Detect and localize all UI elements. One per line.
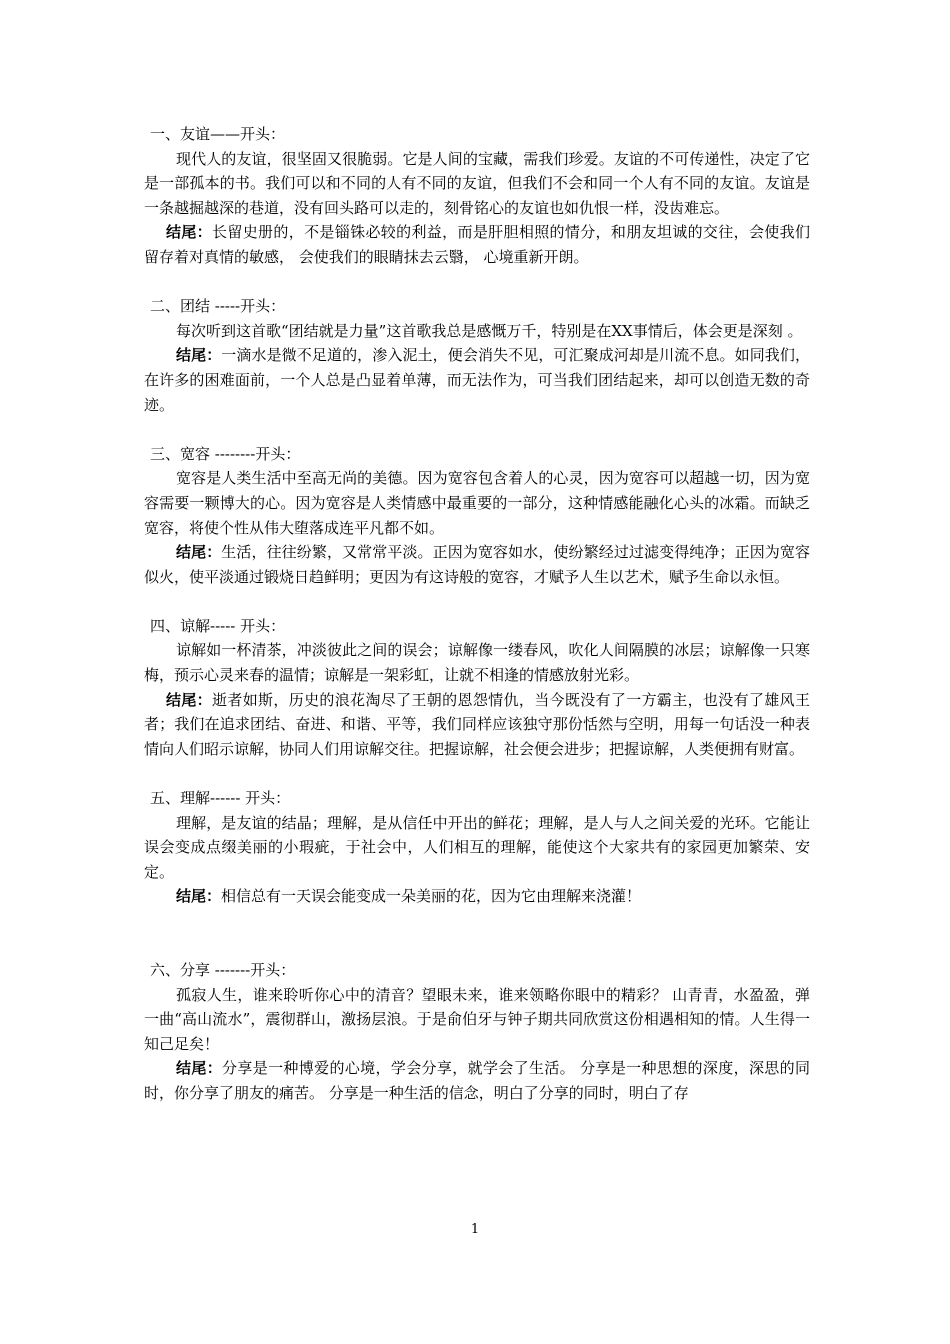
opening-paragraph: 每次听到这首歌“团结就是力量”这首歌我总是感慨万千，特别是在XX事情后，体会更是深刻 。	[176, 321, 803, 340]
section-heading: 二、团结 -----开头：	[150, 297, 286, 316]
ending-label: 结尾：	[176, 543, 222, 562]
section-friendship	[144, 122, 810, 270]
opening-paragraph: 谅解如一杯清茶，冲淡彼此之间的误会；谅解像一缕春风，吹化人间隔膜的冰层；谅解像一只寒梅，预示心灵来春的温情；谅解是一架彩虹，让就不相逢的情感放射光彩。	[144, 641, 810, 685]
ending-paragraph	[144, 343, 810, 417]
section-heading: 六、分享 -------开头：	[150, 961, 296, 979]
ending-label: 结尾：	[166, 690, 213, 709]
ending-paragraph	[144, 688, 810, 762]
ending-paragraph	[144, 540, 810, 589]
section-tolerance	[144, 442, 810, 590]
opening-paragraph: 宽容是人类生活中至高无尚的美德。因为宽容包含着人的心灵，因为宽容可以超越一切，因为宽容需要一颗博大的心。因为宽容是人类情感中最重要的一部分，这种情感能融化心头的冰霜。而缺乏宽容，将使个性从伟大堕落成连平凡都不如。	[144, 469, 810, 537]
section-heading: 三、宽容 --------开头：	[150, 444, 301, 463]
section-heading: 五、理解------ 开头：	[150, 789, 291, 808]
section-forgiveness	[144, 614, 810, 762]
ending-paragraph	[144, 1056, 810, 1105]
opening-paragraph: 孤寂人生，谁来聆听你心中的清音？望眼未来，谁来领略你眼中的精彩？ 山青青，水盈盈，弹一曲“高山流水”，震彻群山，激扬层浪。于是俞伯牙与钟子期共同欣赏这份相遇相知的情。人生得一知己足矣！	[144, 985, 810, 1053]
section-unity	[144, 294, 810, 417]
document-page	[144, 122, 810, 1106]
ending-label: 结尾：	[166, 223, 213, 242]
ending-text: 长留史册的，不是锱铢必较的利益，而是肝胆相照的情分，和朋友坦诚的交往，会使我们留存着对真情的敏感， 会使我们的眼睛抹去云翳， 心境重新开朗。	[144, 223, 810, 266]
section-sharing	[144, 958, 810, 1106]
opening-paragraph: 理解，是友谊的结晶；理解，是从信任中开出的鲜花；理解，是人与人之间关爱的光环。它能让误会变成点缀美丽的小瑕疵，于社会中，人们相互的理解，能使这个大家共有的家园更加繁荣、安定。	[144, 813, 810, 881]
ending-paragraph	[144, 884, 810, 909]
ending-text: 一滴水是微不足道的，渗入泥土，便会消失不见，可汇聚成河却是川流不息。如同我们，在许多的困难面前，一个人总是凸显着单薄，而无法作为，可当我们团结起来，却可以创造无数的奇迹。	[144, 346, 810, 414]
ending-text: 逝者如斯，历史的浪花淘尽了王朝的恩怨情仇，当今既没有了一方霸主，也没有了雄风王者；我们在追求团结、奋进、和谐、平等，我们同样应该独守那份恬然与空明，用每一句话没一种表情向人们昭示谅解，协同人们用谅解交往。把握谅解，社会便会进步；把握谅解，人类便拥有财富。	[144, 690, 810, 758]
ending-label: 结尾：	[176, 1059, 223, 1078]
page-number: 1	[470, 1222, 480, 1237]
ending-text: 相信总有一天误会能变成一朵美丽的花，因为它由理解来浇灌！	[221, 887, 642, 906]
section-heading: 一、友谊——开头：	[150, 125, 286, 143]
ending-label: 结尾：	[176, 346, 222, 365]
ending-paragraph	[144, 220, 810, 269]
ending-text: 生活，往往纷繁，又常常平淡。正因为宽容如水，使纷繁经过过滤变得纯净；正因为宽容似火，使平淡通过锻烧日趋鲜明；更因为有这诗般的宽容，才赋予人生以艺术，赋予生命以永恒。	[144, 543, 810, 586]
section-understanding	[144, 786, 810, 909]
opening-paragraph: 现代人的友谊，很坚固又很脆弱。它是人间的宝藏，需我们珍爱。友谊的不可传递性，决定了它是一部孤本的书。我们可以和不同的人有不同的友谊，但我们不会和同一个人有不同的友谊。友谊是一条越掘越深的巷道，没有回头路可以走的，刻骨铭心的友谊也如仇恨一样，没齿难忘。	[144, 149, 810, 217]
ending-label: 结尾：	[176, 887, 222, 906]
ending-text: 分享是一种博爱的心境，学会分享，就学会了生活。 分享是一种思想的深度，深思的同时，你分享了朋友的痛苦。 分享是一种生活的信念，明白了分享的同时，明白了存	[144, 1059, 810, 1102]
section-heading: 四、谅解----- 开头：	[150, 616, 286, 635]
